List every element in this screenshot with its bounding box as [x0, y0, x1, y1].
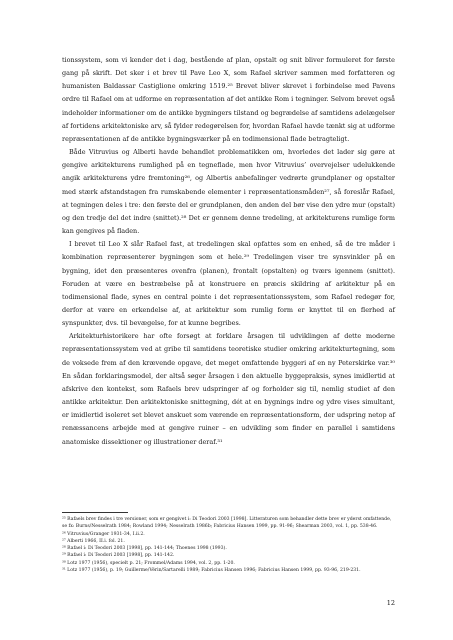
- page-number: 12: [386, 599, 395, 607]
- footnote: ³⁰ Lotz 1977 (1956), specielt p. 21; Frommel/Adams 1994, vol. 2, pp. 1-20.: [62, 560, 235, 566]
- paragraph: tionssystem, som vi kender det i dag, bestående af plan, opstalt og snit bliver formuleret for første gang på skrift. Det sker i et brev til Pave Leo X, som Rafael skriver sammen med forfatteren og humanisten Baldassar Castiglione omkring 1519.²⁵ Brevet bliver skrevet i forbindelse med Pavens ordre til Rafael om at udforme en repræsentation af det antikke Rom i tegninger. Selvom brevet også indeholder informationer om de antikke bygningers tilstand og begrædelse af samtidens adelægelser af fortidens arkitektoniske arv, så fylder redegørelsen for, hvordan Rafael havde tænkt sig at udforme repræsentationen af de antikke bygningsværker på en todimensional flade betragteligt.: [62, 56, 395, 143]
- paragraph: Arkitekturhistorikere har ofte forsøgt at forklare årsagen til udviklingen af dette moderne repræsentationssystem ved at gribe til samtidens teoretiske studier omkring arkitekturtegning, som de voksede frem af den krævende opgave, det meget omfattende byggeri af en ny Peterskirke var.³⁰ En sådan forklaringsmodel, der altså søger årsagen i den aktuelle byggepraksis, synes imidlertid at afskrive den kontekst, som Rafaels brev udspringer af og forholder sig til, nemlig studiet af den antikke arkitektur. Den arkitektoniske snittegning, dét at en bygnings indre og ydre vises simultant, er imidlertid isoleret set blevet anskuet som værende en repræsentationsform, der udspring netop af renæssancens arbejde med at gengive ruiner – en udvikling som finder en parallel i samtidens anatomiske dissektioner og illustrationer deraf.³¹: [62, 332, 395, 446]
- footnote: ²⁶ Vitruvius/Granger 1931-34, I.ii.2.: [62, 531, 145, 537]
- footnote: ²⁸ Rafael i: Di Teodori 2003 [1998], pp. 141-144; Thoenes 1998 (1993).: [62, 546, 227, 552]
- footnote: ²⁷ Alberti 1966, II.i. fol. 21.: [62, 538, 125, 544]
- footnote: ²⁹ Rafael i: Di Teodori 2003 [1998], pp. 141-142.: [62, 553, 175, 559]
- body-text: [62, 54, 395, 449]
- footnote: ²⁵ Rafaels brev findes i tre versioner, som er gengivet i: Di Teodori 2003 [1998]. Litteraturen som behandler dette brev er yderst omfattende, se fx: Burns/Nesselrath 1984; Rowland 1994; Nesselrath 1986b; Fabricius Hansen 1999, pp. 91-96; Shearman 2003, vol. 1, pp. 538-46.: [62, 517, 392, 530]
- footnote-divider: [62, 512, 128, 513]
- paragraph: Både Vitruvius og Alberti havde behandlet problematikken om, hvorledes det lader sig gøre at gengive arkitekturens rumlighed på en tegneflade, men hvor Vitruvius’ overvejelser udelukkende angik arkitekturens ydre fremtoning²⁶, og Albertis anbefalinger vedrørte grundplaner og opstalter med stærk afstandstagen fra rumskabende elementer i repræsentationsmåden²⁷, så foreslår Rafael, at tegningen deles i tre: den første del er grundplanen, den anden del bør vise den ydre mur (opstalt) og den tredje del det indre (snittet).²⁸ Det er gennem denne tredeling, at arkitekturens rumlige form kan gengives på fladen.: [62, 148, 395, 236]
- footnotes: [62, 516, 395, 574]
- paragraph: I brevet til Leo X slår Rafael fast, at tredelingen skal opfattes som en enhed, så de tre måder i kombination repræsenterer bygningen som et hele.²⁹ Tredelingen viser tre synsvinkler på en bygning, idet den præsenteres ovenfra (planen), frontalt (opstalten) og tværs igennem (snittet). Foruden at være en bestræbelse på at konstruere en præcis skildring af arkitektur på en todimensional flade, synes en central pointe i det repræsentationssystem, som Rafael redegør for, derfor at være en erkendelse af, at arkitektur som rumlig form er knyttet til en flerhed af synspunkter, dvs. til bevægelse, for at kunne begribes.: [62, 240, 395, 328]
- footnote: ³¹ Lotz 1977 (1956), p. 19; Guillerme/Vérin/Sartarelli 1989; Fabricius Hansen 1996; Fabricius Hansen 1999, pp. 93-96, 219-231.: [62, 568, 361, 574]
